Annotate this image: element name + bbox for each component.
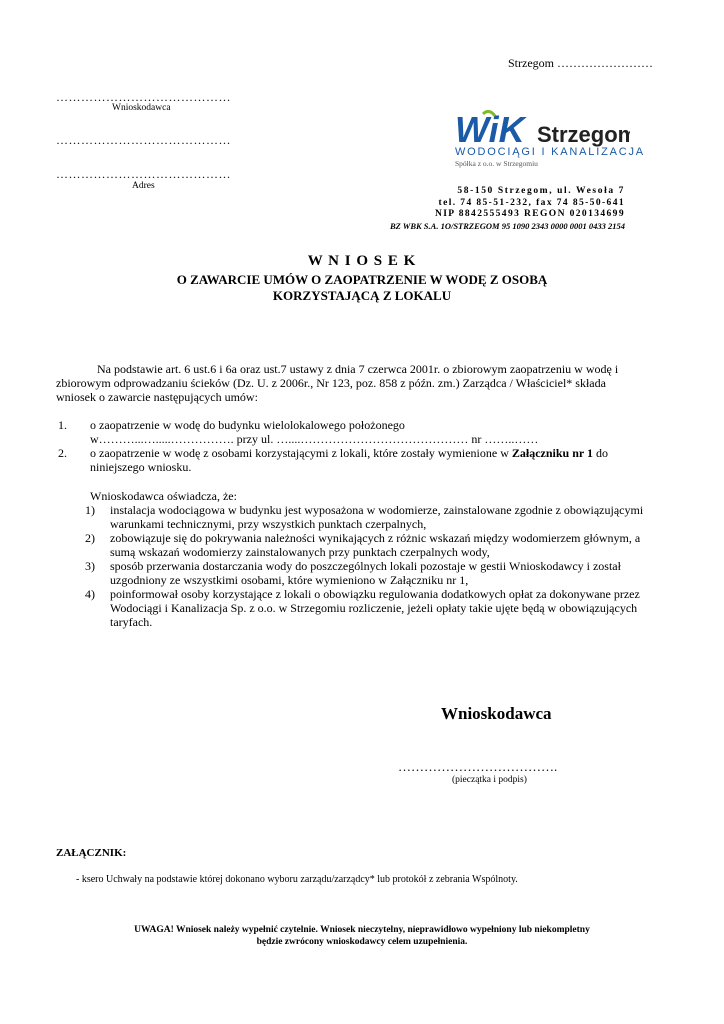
declaration-2-line-2: sumą wskazań wodomierzy zainstalowanych przy punktach czerpalnych wody,: [110, 545, 490, 559]
declaration-4-number: 4): [85, 587, 95, 601]
signature-title: Wnioskodawca: [441, 704, 552, 723]
signature-caption: (pieczątka i podpis): [452, 775, 527, 785]
item-2-line-1: o zaopatrzenie w wodę z osobami korzystającymi z lokali, które zostały wymienione w Załączniku nr 1 do: [90, 446, 609, 460]
document-subtitle-1: O ZAWARCIE UMÓW O ZAOPATRZENIE W WODĘ Z OSOBĄ: [176, 272, 548, 287]
declaration-4-line-2: Wodociągi i Kanalizacja Sp. z o.o. w Strzegomiu rozliczenie, jeżeli opłaty takie ujęte będą w obowiązujących: [110, 601, 638, 615]
logo-line2: Spółka z o.o. w Strzegomiu: [455, 159, 538, 168]
declaration-1-line-1: instalacja wodociągowa w budynku jest wyposażona w wodomierze, zainstalowane zgodnie z obowiązującymi: [110, 503, 644, 517]
item-2-line-2: niniejszego wniosku.: [90, 460, 192, 474]
declaration-3-line-1: sposób przerwania dostarczania wody do poszczególnych lokali pozostaje w gestii Wnioskodawcy i został: [110, 559, 621, 573]
company-phone: tel. 74 85-51-232, fax 74 85-50-641: [438, 198, 625, 208]
declaration-2-line-1: zobowiązuje się do pokrywania należności wynikających z różnic wskazań między wodomierzem głównym, a: [110, 531, 641, 545]
intro-line-2: zbiorowym odprowadzaniu ścieków (Dz. U. z 2006r., Nr 123, poz. 858 z późn. zm.) Zarządca / Właściciel* składa: [56, 376, 606, 390]
declaration-3-number: 3): [85, 559, 95, 573]
attachment-item: - ksero Uchwały na podstawie której dokonano wyboru zarządu/zarządcy* lub protokół z zebrania Wspólnoty.: [76, 874, 518, 885]
address-label: Adres: [132, 181, 155, 191]
item-1-line-1: o zaopatrzenie w wodę do budynku wielolokalowego położonego: [90, 418, 405, 432]
document-subtitle-2: KORZYSTAJĄCĄ Z LOKALU: [272, 288, 452, 303]
declaration-4-line-3: taryfach.: [110, 615, 153, 629]
warning-note-line-2: będzie zwrócony wnioskodawcy celem uzupełnienia.: [256, 937, 468, 947]
declaration-2-number: 2): [85, 531, 95, 545]
declaration-4-line-1: poinformował osoby korzystające z lokali o obowiązku regulowania dodatkowych opłat za dokonywane przez: [110, 587, 640, 601]
address-line: ……………………………………: [56, 167, 231, 181]
item-1-line-2: w………...….....……………. przy ul. …....…………………………………… nr ……..……: [90, 432, 539, 446]
company-logo: [455, 108, 645, 168]
applicant-label: Wnioskodawca: [112, 103, 171, 113]
logo-letters: WiK: [455, 109, 525, 150]
document-title: W N I O S E K: [307, 253, 417, 269]
declaration-1-line-2: warunkami technicznymi, przy wszystkich punktach czerpalnych,: [110, 517, 427, 531]
declaration-1-number: 1): [85, 503, 95, 517]
declaration-intro: Wnioskodawca oświadcza, że:: [90, 489, 237, 503]
warning-note-line-1: UWAGA! Wniosek należy wypełnić czytelnie. Wniosek nieczytelny, nieprawidłowo wypełniony lub niekompletny: [134, 925, 590, 935]
declaration-3-line-2: uzgodniony ze wszystkimi osobami, które wymieniono w Załączniku nr 1,: [110, 573, 469, 587]
logo-line1: WODOCIĄGI I KANALIZACJA: [455, 146, 645, 158]
applicant-name-line-2: ……………………………………: [56, 133, 231, 147]
applicant-name-line: ……………………………………: [56, 90, 231, 104]
attachment-label: ZAŁĄCZNIK:: [56, 847, 127, 859]
place-date-field: Strzegom ……………………: [508, 56, 653, 70]
intro-line-1: Na podstawie art. 6 ust.6 i 6a oraz ust.7 ustawy z dnia 7 czerwca 2001r. o zbiorowym zaopatrzeniu w wodę i: [97, 362, 619, 376]
item-1-number: 1.: [58, 418, 67, 432]
company-bank: BZ WBK S.A. 1O/STRZEGOM 95 1090 2343 0000 0001 0433 2154: [389, 221, 625, 231]
company-ids: NIP 8842555493 REGON 020134699: [434, 209, 625, 219]
item-2-number: 2.: [58, 446, 67, 460]
signature-line: ……………………………….: [398, 759, 558, 774]
logo-city: Strzegom: [537, 122, 630, 147]
intro-line-3: wniosek o zawarcie następujących umów:: [56, 390, 258, 404]
company-address: 58-150 Strzegom, ul. Wesoła 7: [457, 186, 625, 196]
